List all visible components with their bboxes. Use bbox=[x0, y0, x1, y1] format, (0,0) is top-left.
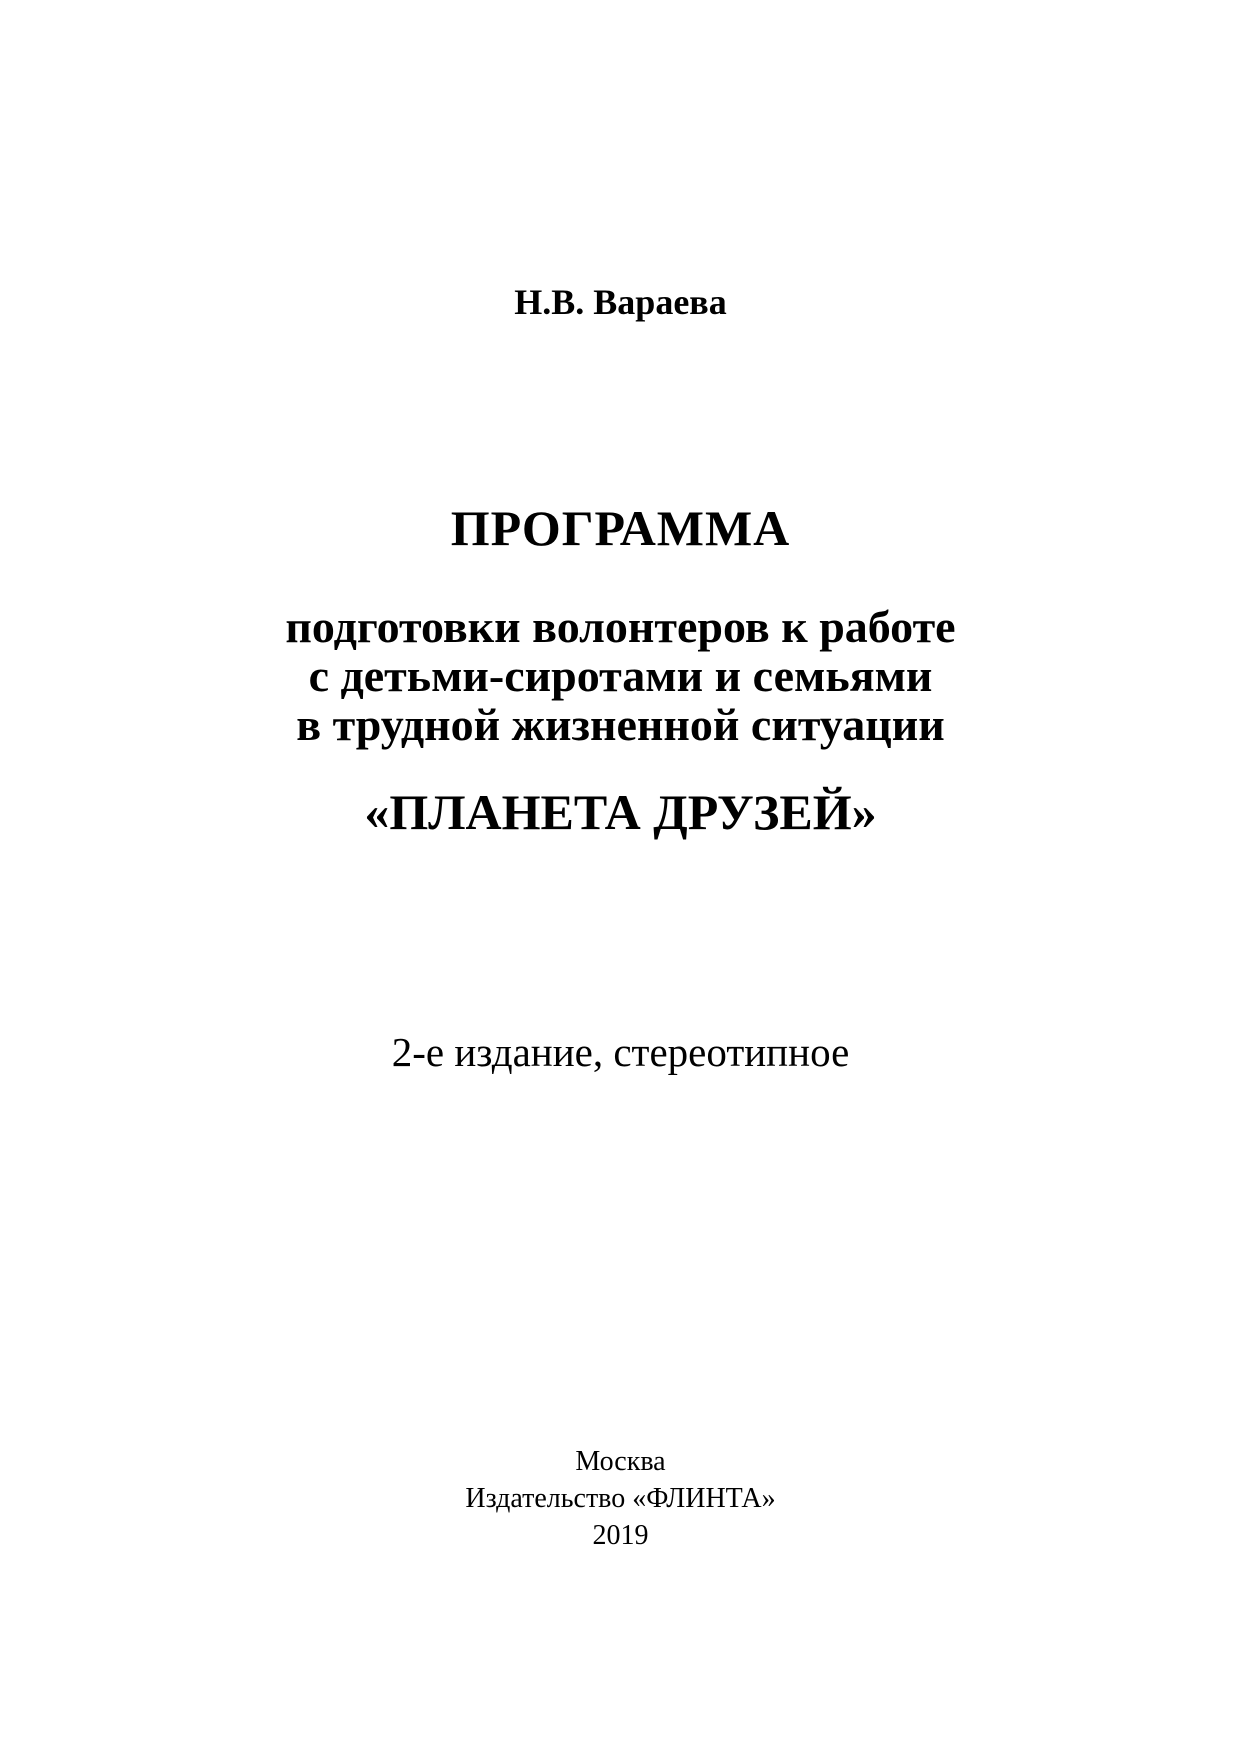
imprint-year: 2019 bbox=[592, 1520, 649, 1551]
imprint-city: Москва bbox=[575, 1446, 666, 1477]
edition-note: 2-е издание, стереотипное bbox=[391, 1029, 850, 1075]
subtitle-line: в трудной жизненной ситуации bbox=[296, 699, 945, 750]
imprint bbox=[0, 1443, 1241, 1554]
author-name: Н.В. Вараева bbox=[514, 282, 727, 322]
imprint-publisher: Издательство «ФЛИНТА» bbox=[465, 1483, 776, 1514]
subtitle-line: с детьми-сиротами и семьями bbox=[308, 650, 933, 701]
subtitle bbox=[0, 602, 1241, 749]
program-name: «ПЛАНЕТА ДРУЗЕЙ» bbox=[364, 784, 877, 840]
subtitle-line: подготовки волонтеров к работе bbox=[285, 601, 956, 652]
page-title: ПРОГРАММА bbox=[450, 500, 791, 556]
